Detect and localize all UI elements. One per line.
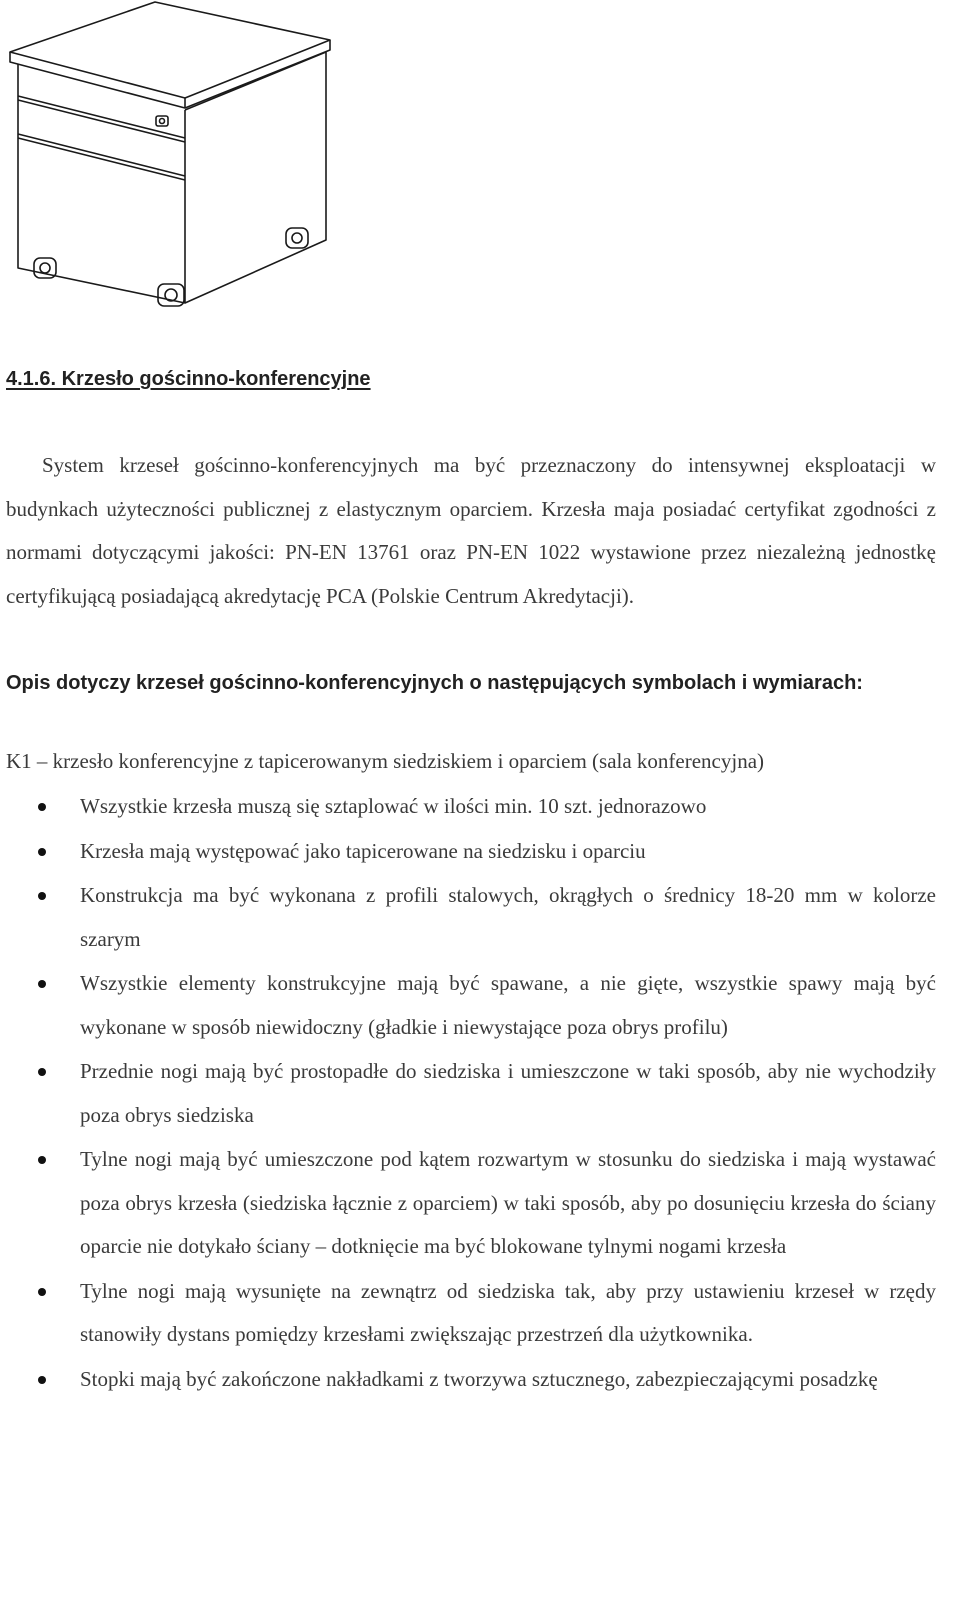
list-item	[0, 962, 936, 1049]
bullet-icon	[38, 892, 46, 900]
bullet-icon	[38, 1376, 46, 1384]
list-item-text: Wszystkie krzesła muszą się sztaplować w ilości min. 10 szt. jednorazowo	[80, 794, 707, 818]
list-item-text: Wszystkie elementy konstrukcyjne mają być spawane, a nie gięte, wszystkie spawy mają być wykonane w sposób niewidoczny (gładkie i niewystające poza obrys profilu)	[80, 971, 936, 1039]
list-item	[0, 1358, 936, 1402]
bullet-icon	[38, 1288, 46, 1296]
requirements-list	[0, 785, 936, 1402]
bullet-icon	[38, 980, 46, 988]
list-item-text: Przednie nogi mają być prostopadłe do siedziska i umieszczone w taki sposób, aby nie wychodziły poza obrys siedziska	[80, 1059, 936, 1127]
list-item-text: Stopki mają być zakończone nakładkami z tworzywa sztucznego, zabezpieczającymi posadzkę	[80, 1366, 878, 1391]
list-item	[0, 874, 936, 961]
bullet-icon	[38, 1068, 46, 1076]
list-item-text: Konstrukcja ma być wykonana z profili stalowych, okrągłych o średnicy 18-20 mm w kolorze szarym	[80, 883, 936, 951]
list-item	[0, 785, 936, 829]
mobile-pedestal-drawing	[0, 0, 340, 320]
list-item	[0, 1138, 936, 1269]
list-item-text: Tylne nogi mają być umieszczone pod kątem rozwartym w stosunku do siedziska i mają wystawać poza obrys krzesła (siedziska łącznie z oparciem) w taki sposób, aby po dosunięciu krzesła do ściany oparcie nie dotykało ściany – dotknięcie ma być blokowane tylnymi nogami krzesła	[80, 1147, 936, 1258]
list-item	[0, 1270, 936, 1357]
bullet-icon	[38, 848, 46, 856]
section-heading: 4.1.6. Krzesło gościnno-konferencyjne	[6, 368, 371, 390]
list-item	[0, 830, 936, 874]
k1-description: K1 – krzesło konferencyjne z tapicerowanym siedziskiem i oparciem (sala konferencyjna)	[6, 749, 765, 773]
bullet-icon	[38, 1156, 46, 1164]
symbols-intro: Opis dotyczy krzeseł gościnno-konferencyjnych o następujących symbolach i wymiarach:	[6, 672, 863, 694]
bullet-icon	[38, 803, 46, 811]
intro-paragraph: System krzeseł gościnno-konferencyjnych ma być przeznaczony do intensywnej eksploatacji w budynkach użyteczności publicznej z elastycznym oparciem. Krzesła maja posiadać certyfikat zgodności z normami dotyczącymi jakości: PN-EN 13761 oraz PN-EN 1022 wystawione przez niezależną jednostkę certyfikującą posiadającą akredytację PCA (Polskie Centrum Akredytacji).	[6, 453, 936, 608]
list-item	[0, 1050, 936, 1137]
list-item-text: Tylne nogi mają wysunięte na zewnątrz od siedziska tak, aby przy ustawieniu krzeseł w rzędy stanowiły dystans pomiędzy krzesłami zwiększając przestrzeń dla użytkownika.	[80, 1278, 936, 1346]
list-item-text: Krzesła mają występować jako tapicerowane na siedzisku i oparciu	[80, 838, 646, 863]
